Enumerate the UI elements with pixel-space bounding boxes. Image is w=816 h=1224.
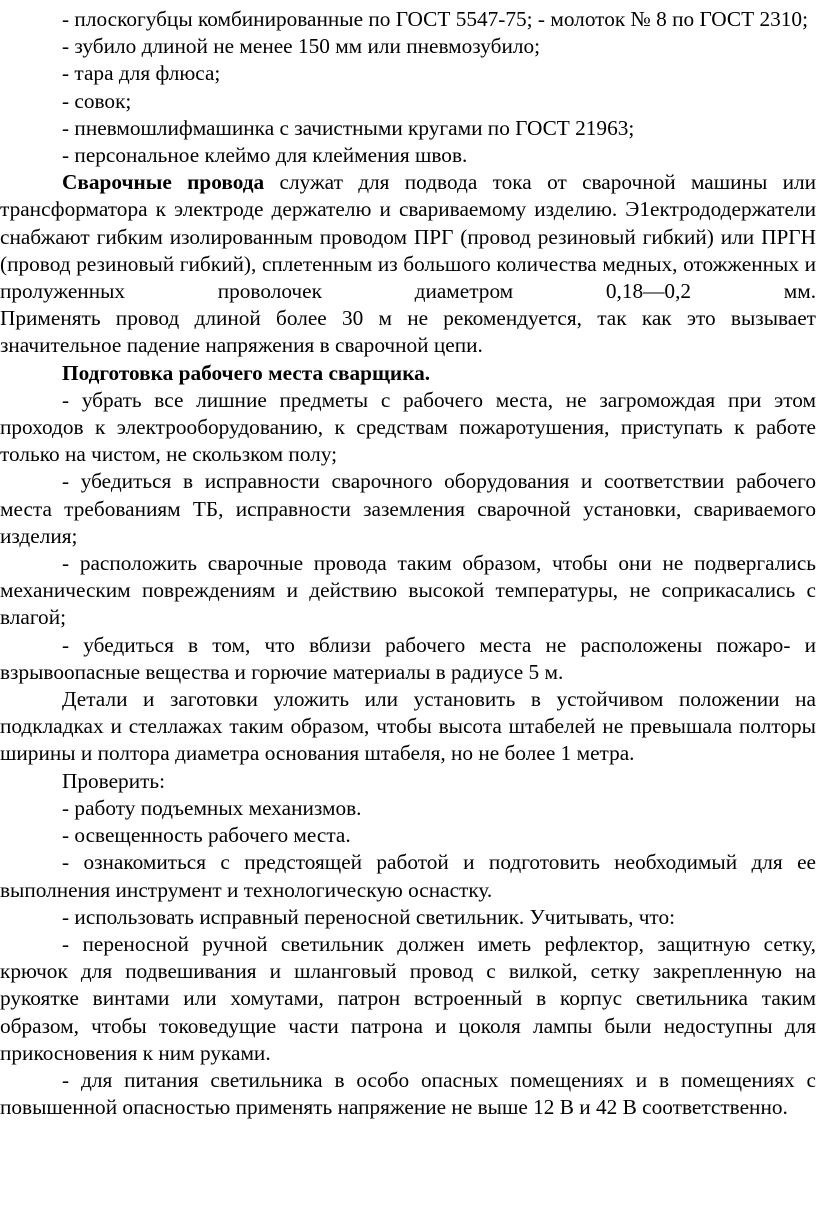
paragraph-text: - переносной ручной светильник должен иметь рефлектор, защитную сетку, крючок для подвешивания и шланговый провод с вилкой, сетку закрепленную на рукоятке винтами или хомутами, патрон встроенный в корпус светильника таким образом, чтобы токоведущие части патрона и цоколя лампы были недоступны для прикосновения к ним руками. [0,931,816,1065]
section-heading-workplace [0,360,816,387]
paragraph-text: - использовать исправный переносной светильник. Учитывать, что: [62,904,676,929]
paragraph-tools-flux-container [0,60,816,87]
paragraph-text: - для питания светильника в особо опасных помещениях и в помещениях с повышенной опасностью применять напряжение не выше 12 В и 42 В соответственно. [0,1067,816,1120]
paragraph-check-equipment [0,468,816,550]
paragraph-text: - расположить сварочные провода таким образом, чтобы они не подвергались механическим повреждениям и действию высокой температуры, не соприкасались с влагой; [0,551,816,630]
paragraph-arrange-wires [0,550,816,632]
paragraph-welding-wires [0,169,816,305]
paragraph-text: - зубило длиной не менее 150 мм или пневмозубило; [62,34,541,59]
paragraph-text: - тара для флюса; [62,61,221,86]
paragraph-tools-grinder [0,115,816,142]
paragraph-prepare-tools [0,849,816,903]
paragraph-text: - персональное клеймо для клеймения швов. [62,143,468,168]
paragraph-text: - работу подъемных механизмов. [62,795,362,820]
paragraph-tools-pliers [0,6,816,33]
paragraph-text: - убедиться в исправности сварочного оборудования и соответствии рабочего места требованиям ТБ, исправности заземления сварочной установки, свариваемого изделия; [0,469,816,548]
paragraph-lighting [0,822,816,849]
paragraph-text: - пневмошлифмашинка с зачистными кругами по ГОСТ 21963; [62,115,635,140]
paragraph-text: - убедиться в том, что вблизи рабочего места не расположены пожаро- и взрывоопасные вещества и горючие материалы в радиусе 5 м. [0,632,816,684]
paragraph-wire-length [0,305,816,359]
wire-diameter-value: 0,18—0,2 [605,279,692,304]
heading-workplace-preparation: Подготовка рабочего места сварщика. [62,360,431,385]
paragraph-portable-lamp [0,904,816,931]
paragraph-tools-chisel [0,33,816,60]
paragraph-text: - убрать все лишние предметы с рабочего места, не загромождая при этом проходов к электрооборудованию, к средствам пожаротушения, приступать к работе только на чистом, не скользком полу; [0,387,816,467]
wire-diameter-unit: мм. [783,279,816,304]
paragraph-tools-stamp [0,142,816,169]
paragraph-lamp-voltage [0,1067,816,1121]
paragraph-parts-stacking [0,686,816,768]
paragraph-text: - плоскогубцы комбинированные по ГОСТ 5547-75; - молоток № 8 по ГОСТ 2310; [62,7,808,31]
paragraph-text: - освещенность рабочего места. [62,823,351,848]
paragraph-text: Детали и заготовки уложить или установить в устойчивом положении на подкладках и стеллажах таким образом, чтобы высота штабелей не превышала полторы ширины и полтора диаметра основания штабеля, но не более 1 метра. [0,687,816,766]
paragraph-lamp-requirements [0,931,816,1067]
paragraph-text: - ознакомиться с предстоящей работой и подготовить необходимый для ее выполнения инструмент и технологическую оснастку. [0,850,816,902]
paragraph-text: Проверить: [62,768,166,793]
paragraph-text: служат для подвода тока от сварочной машины или трансформатора к электроде держателю и свариваемому изделию. Э1ектрододержатели снабжают гибким изолированным проводом ПРГ (провод резиновый гибкий) или ПРГН (провод резиновый гибкий), сплетенным из большого количества медных, отожженных и пролуженных проволочек диаметром [0,170,816,304]
paragraph-text: Применять провод длиной более 30 м не рекомендуется, так как это вызывает значительное падение напряжения в сварочной цепи. [0,306,816,358]
paragraph-text: - совок; [62,88,132,113]
heading-welding-wires: Сварочные провода [62,170,265,195]
paragraph-hazardous-substances [0,632,816,686]
paragraph-clear-workplace [0,387,816,469]
paragraph-tools-scoop [0,88,816,115]
document-page [0,6,816,1121]
paragraph-check-label [0,768,816,795]
paragraph-lifting-mechanisms [0,795,816,822]
